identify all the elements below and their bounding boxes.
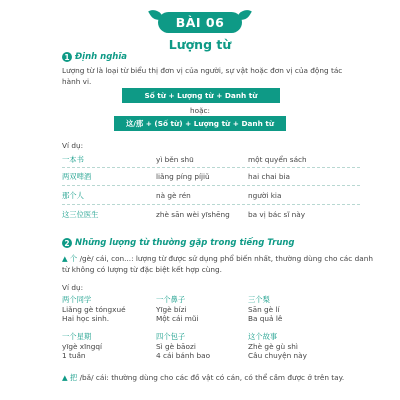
section-number-badge: 2 xyxy=(62,238,72,248)
section-2-heading xyxy=(62,238,295,248)
or-text: hoặc: xyxy=(189,106,211,115)
example-hanzi: 一个鼻子 xyxy=(156,295,186,304)
lesson-badge-text: BÀI 06 xyxy=(175,15,225,30)
example-hanzi: 一本书 xyxy=(62,155,84,164)
example-pinyin: Liǎng gè tóngxué xyxy=(62,304,126,314)
example-meaning: 1 tuần xyxy=(62,351,86,361)
example-row xyxy=(62,155,362,165)
example-hanzi: 四个包子 xyxy=(156,332,186,341)
example-pinyin: liǎng píng píjiǔ xyxy=(156,172,210,181)
row-divider xyxy=(62,167,360,168)
example-hanzi: 这个故事 xyxy=(248,332,278,341)
example-meaning: hai chai bia xyxy=(248,172,291,181)
example-hanzi: 那个人 xyxy=(62,191,84,200)
measure-word-ba-line xyxy=(62,373,344,383)
grid-example xyxy=(248,295,282,324)
example-meaning: một quyển sách xyxy=(248,155,307,164)
section-title: Định nghĩa xyxy=(75,52,127,62)
example-pinyin: nà gè rén xyxy=(156,191,191,200)
example-meaning: Hai học sinh. xyxy=(62,314,110,324)
measure-word-description: /gè/ cái, con...: lượng từ được sử dụng phổ biến nhất, thường dùng cho các danh xyxy=(79,254,373,263)
grid-example xyxy=(62,332,102,361)
example-meaning: 4 cái bánh bao xyxy=(156,351,211,361)
row-divider xyxy=(62,185,360,186)
grid-example xyxy=(248,332,307,361)
example-hanzi: 两双啤酒 xyxy=(62,172,92,181)
example-meaning: Câu chuyện này xyxy=(248,351,307,361)
example-row xyxy=(62,210,362,220)
triangle-bullet-icon: ▲ 把 xyxy=(62,373,78,382)
section-title: Những lượng từ thường gặp trong tiếng Trung xyxy=(75,238,295,248)
measure-word-ge-line xyxy=(62,254,373,264)
example-pinyin: Zhè gè gù shì xyxy=(248,341,298,351)
section-1-heading xyxy=(62,52,127,62)
measure-word-description: /bǎ/ cái: thường dùng cho các đồ vật có cán, có thể cầm được ở trên tay. xyxy=(79,373,345,382)
example-meaning: Ba quả lê xyxy=(248,314,283,324)
example-hanzi: 三个梨 xyxy=(248,295,270,304)
leaf-icon xyxy=(236,6,252,23)
grid-example xyxy=(62,295,126,324)
example-meaning: Một cái mũi xyxy=(156,314,199,324)
grid-example xyxy=(156,332,210,361)
section-number-badge: 1 xyxy=(62,52,72,62)
example-pinyin: Sān gè lí xyxy=(248,304,280,314)
definition-text: Lượng từ là loại từ biểu thị đơn vị của người, sự vật hoặc đơn vị của động tác hành vi. xyxy=(62,66,343,86)
formula-box: Số từ + Lượng từ + Danh từ xyxy=(122,88,280,103)
example-hanzi: 一个星期 xyxy=(62,332,92,341)
formula-box: 这/那 + (Số từ) + Lượng từ + Danh từ xyxy=(114,116,286,131)
lesson-title: Lượng từ xyxy=(168,37,232,52)
example-label: Ví dụ: xyxy=(62,283,84,292)
example-pinyin: Yīgè bízi xyxy=(156,304,187,314)
example-hanzi: 两个同学 xyxy=(62,295,92,304)
example-row xyxy=(62,172,362,182)
example-pinyin: zhè sān wèi yīshēng xyxy=(156,210,230,219)
example-row xyxy=(62,191,362,201)
example-meaning: ba vị bác sĩ này xyxy=(248,210,306,219)
example-meaning: người kia xyxy=(248,191,282,200)
triangle-bullet-icon: ▲ 个 xyxy=(62,254,78,263)
row-divider xyxy=(62,204,360,205)
measure-word-ge-line-2: từ không có lượng từ đặc biệt kết hợp cùng. xyxy=(62,265,222,274)
leaf-icon xyxy=(148,6,164,23)
example-label: Ví dụ: xyxy=(62,141,84,150)
example-pinyin: Sì gè bāozi xyxy=(156,341,196,351)
lesson-badge xyxy=(158,12,243,33)
example-pinyin: yīgè xīngqí xyxy=(62,341,103,351)
grid-example xyxy=(156,295,199,324)
example-hanzi: 这三位医生 xyxy=(62,210,99,219)
example-pinyin: yì běn shū xyxy=(156,155,194,164)
lesson-header xyxy=(0,12,400,52)
